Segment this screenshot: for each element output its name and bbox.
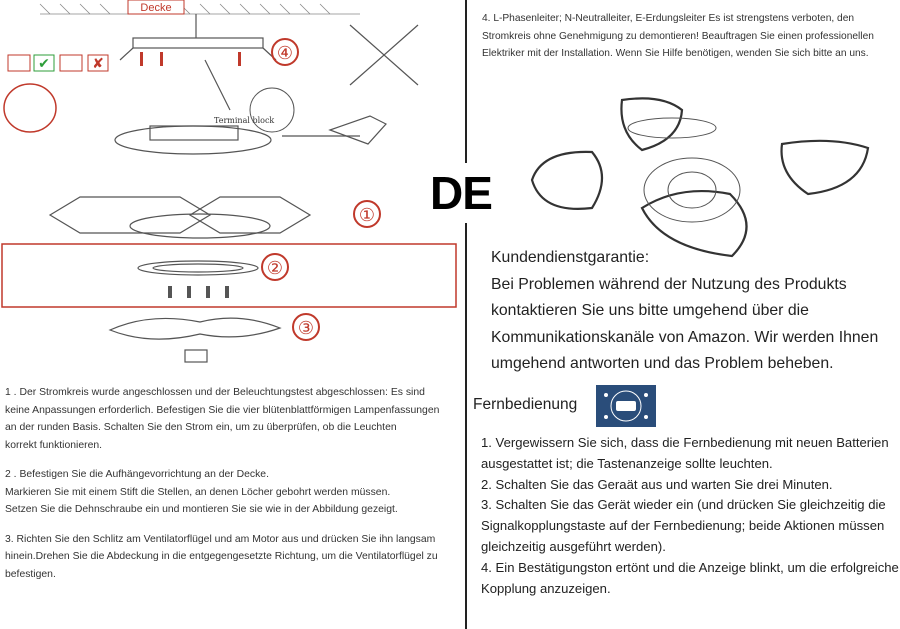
screw-arrows <box>140 52 241 66</box>
step-marker-4: ④ <box>276 43 294 63</box>
petal-frame <box>50 197 310 238</box>
service-guarantee <box>491 245 891 378</box>
fan-light-product-drawing <box>512 88 900 268</box>
remote-step-2: 2. Schalten Sie das Geraät aus und warten Sie drei Minuten. <box>481 476 833 492</box>
guarantee-heading: Kundendienstgarantie: <box>491 249 650 266</box>
instruction-3: 3. Richten Sie den Schlitz am Ventilatorflügel und am Motor aus und drücken Sie ihn langsam hinein.Drehen Sie die Abdeckung in die entgegengesetzte Richtung, um die Ventilatorflügel zu befestigen. <box>5 533 438 580</box>
remote-step-1: 1. Vergewissern Sie sich, dass die Fernbedienung mit neuen Batterien ausgestattet ist; die Tastenanzeige sollte leuchten. <box>481 435 889 471</box>
screws <box>168 286 229 298</box>
instruction-1: 1 . Der Stromkreis wurde angeschlossen und der Beleuchtungstest abgeschlossen: Es sind keine Anpassungen erforderlich. Befestigen Sie die vier blütenblattförmigen Lampenfassungen an der runden Basis. Schalten Sie den Strom ein, um zu überprüfen, ob die Leuchten korrekt funktionieren. <box>5 387 440 451</box>
check-icons <box>8 55 108 71</box>
safety-warning: 4. L-Phasenleiter; N-Neutralleiter, E-Erdungsleiter Es ist strengstens verboten, den Stromkreis ohne Genehmigung zu demontieren! Beauftragen Sie einen professionellen Elektriker mit der Installation. Wenn Sie Hilfe benötigen, wenden Sie sich bitte an uns. <box>482 13 874 59</box>
screwdriver-icon <box>282 116 386 144</box>
check-mark-icon: ✔ <box>38 55 50 71</box>
instruction-2: 2 . Befestigen Sie die Aufhängevorrichtung an der Decke. Markieren Sie mit einem Stift die Stellen, an denen Löcher gebohrt werden müssen. Setzen Sie die Dehnschraube ein und montieren Sie sie wie in der Abbildung gezeigt. <box>5 469 398 515</box>
language-badge: DE <box>428 163 494 223</box>
cross-bracket <box>350 25 418 85</box>
terminal-block-label: Terminal block <box>214 116 275 125</box>
step-marker-1: ① <box>358 205 376 225</box>
installation-instructions <box>5 384 457 595</box>
cross-mark-icon: ✘ <box>92 55 104 71</box>
mounting-bracket <box>120 14 276 60</box>
terminal-detail <box>250 88 294 132</box>
step-marker-2: ② <box>266 258 284 278</box>
canopy <box>115 60 271 154</box>
step-marker-3: ③ <box>297 318 315 338</box>
base-ring <box>138 261 258 275</box>
ceiling-label: Decke <box>140 2 172 14</box>
remote-pairing-steps <box>481 433 900 599</box>
remote-heading: Fernbedienung <box>473 396 578 413</box>
remote-control-icon <box>596 385 656 427</box>
guarantee-body: Bei Problemen während der Nutzung des Produkts kontaktieren Sie uns bitte umgehend über die Kommunikationskanäle von Amazon. Wir werden Ihnen umgehend antworten und das Problem beheben. <box>491 275 879 372</box>
ceiling-hatch <box>40 4 360 14</box>
installation-diagram <box>0 0 462 380</box>
fan-blades <box>110 318 280 362</box>
remote-step-4: 4. Ein Bestätigungston ertönt und die Anzeige blinkt, um die erfolgreiche Kopplung anzuzeigen. <box>481 559 899 596</box>
connector-detail <box>4 84 56 132</box>
column-divider <box>465 0 467 629</box>
remote-step-3: 3. Schalten Sie das Gerät wieder ein (und drücken Sie gleichzeitig die Signalkopplungstaste auf der Fernbedienung; beide Aktionen müssen gleichzeitig ausgeführt werden). <box>481 497 886 554</box>
